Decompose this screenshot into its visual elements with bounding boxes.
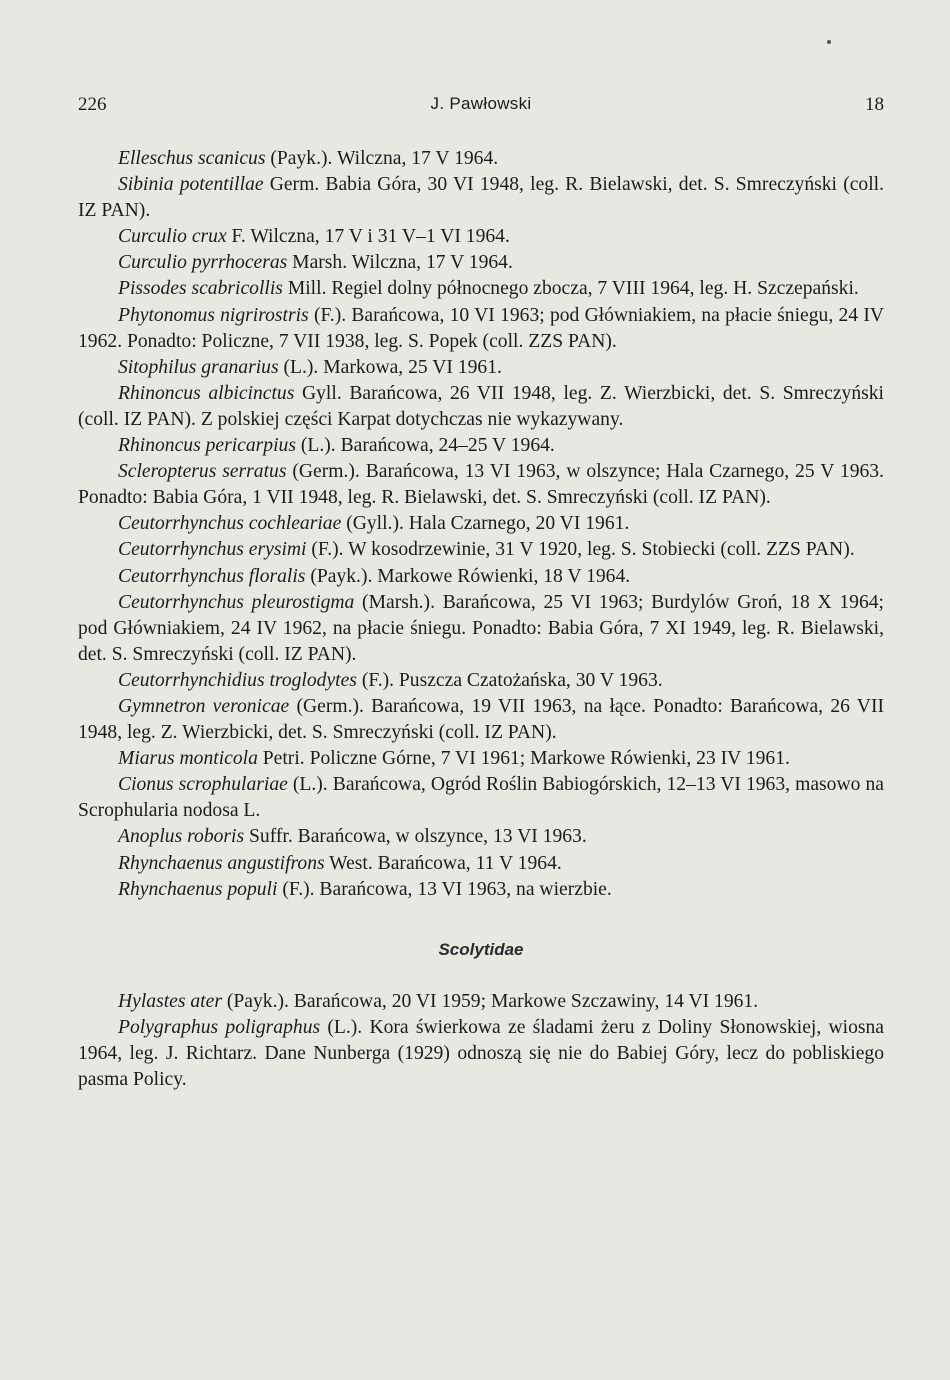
species-name: Ceutorrhynchus cochleariae: [118, 513, 342, 535]
species-name: Rhinoncus pericarpius: [118, 435, 296, 457]
species-entry: [78, 224, 884, 250]
species-name: Scleropterus serratus: [118, 461, 287, 483]
species-record: (Payk.). Barańcowa, 20 VI 1959; Markowe Szczawiny, 14 VI 1961.: [221, 990, 759, 1012]
species-record: (Marsh.). Barańcowa, 25 VI 1963; Burdylów Groń, 18 X 1964; pod Główniakiem, 24 IV 1962, na płacie śniegu. Ponadto: Babia Góra, 7 XI 1949, leg. R. Bielawski, det. S. Smreczyński (coll. IZ PAN).: [78, 591, 884, 665]
species-name: Rhynchaenus angustifrons: [118, 852, 325, 874]
species-name: Ceutorrhynchidius troglodytes: [118, 669, 357, 691]
species-entry: [78, 433, 884, 459]
species-entry: [78, 276, 884, 302]
species-record: (L.). Barańcowa, Ogród Roślin Babiogórskich, 12–13 VI 1963, masowo na Scrophularia nodosa L.: [78, 774, 884, 822]
species-entry: [78, 989, 884, 1015]
species-entry: [78, 355, 884, 381]
species-record: Gyll. Barańcowa, 26 VII 1948, leg. Z. Wierzbicki, det. S. Smreczyński (coll. IZ PAN). Z polskiej części Karpat dotychczas nie wykazywany.: [78, 382, 884, 430]
species-record: (L.). Kora świerkowa ze śladami żeru z Doliny Słonowskiej, wiosna 1964, leg. J. Richtarz. Dane Nunberga (1929) odnoszą się nie do Babiej Góry, lecz do pobliskiego pasma Policy.: [78, 1016, 884, 1091]
species-entry: [78, 668, 884, 694]
species-record: F. Wilczna, 17 V i 31 V–1 VI 1964.: [226, 226, 510, 248]
species-name: Hylastes ater: [118, 990, 222, 1012]
species-record: Mill. Regiel dolny północnego zbocza, 7 VIII 1964, leg. H. Szczepański.: [282, 278, 859, 300]
species-entry: [78, 1015, 884, 1093]
species-record: Suffr. Barańcowa, w olszynce, 13 VI 1963.: [244, 826, 587, 848]
species-record: (Gyll.). Hala Czarnego, 20 VI 1961.: [341, 513, 630, 535]
species-entry: [78, 537, 884, 563]
species-name: Curculio pyrrhoceras: [118, 252, 288, 274]
section-heading: Scolytidae: [438, 939, 524, 959]
running-author: J. Pawłowski: [430, 94, 532, 113]
species-record: (Germ.). Barańcowa, 19 VII 1963, na łące. Ponadto: Barańcowa, 26 VII 1948, leg. Z. Wierzbicki, det. S. Smreczyński (coll. IZ PAN).: [78, 695, 885, 744]
species-record: West. Barańcowa, 11 V 1964.: [324, 852, 562, 874]
species-name: Ceutorrhynchus erysimi: [118, 539, 307, 561]
species-entry: [78, 877, 884, 903]
species-entry: [78, 772, 884, 824]
species-record: (L.). Barańcowa, 24–25 V 1964.: [295, 435, 555, 457]
species-name: Anoplus roboris: [118, 826, 245, 848]
page-number: 226: [78, 94, 107, 115]
species-record: (F.). W kosodrzewinie, 31 V 1920, leg. S. Stobiecki (coll. ZZS PAN).: [306, 539, 855, 561]
species-name: Phytonomus nigrirostris: [118, 304, 309, 326]
species-entry: [78, 851, 884, 877]
species-entry: [78, 250, 884, 276]
species-entry: [78, 694, 884, 746]
species-entry: [78, 172, 884, 224]
document-body: [78, 146, 884, 1093]
species-name: Sitophilus granarius: [118, 356, 279, 378]
species-entry: [78, 511, 884, 537]
species-name: Curculio crux: [118, 226, 227, 248]
species-name: Polygraphus poligraphus: [118, 1016, 321, 1038]
species-record: (F.). Barańcowa, 13 VI 1963, na wierzbie.: [277, 878, 612, 900]
species-entry: [78, 459, 884, 511]
species-record: (F.). Barańcowa, 10 VI 1963; pod Główniakiem, na płacie śniegu, 24 IV 1962. Ponadto: Policzne, 7 VII 1938, leg. S. Popek (coll. ZZS PAN).: [78, 304, 884, 352]
species-record: Germ. Babia Góra, 30 VI 1948, leg. R. Bielawski, det. S. Smreczyński (coll. IZ PAN).: [78, 174, 884, 222]
species-record: Petri. Policzne Górne, 7 VI 1961; Markowe Rówienki, 23 IV 1961.: [257, 748, 790, 770]
species-name: Elleschus scanicus: [118, 148, 266, 169]
species-entry: [78, 146, 884, 172]
scolytidae-list: [78, 989, 884, 1093]
species-entry: [78, 381, 884, 433]
running-header: [78, 94, 884, 122]
species-name: Miarus monticola: [118, 748, 258, 770]
species-entry: [78, 303, 884, 355]
species-entry: [78, 746, 884, 772]
species-record: (Payk.). Wilczna, 17 V 1964.: [265, 148, 499, 169]
species-name: Pissodes scabricollis: [118, 278, 283, 300]
species-name: Sibinia potentillae: [118, 174, 264, 196]
issue-number: 18: [865, 94, 884, 115]
page-speck: [827, 40, 831, 44]
species-record: (F.). Puszcza Czatożańska, 30 V 1963.: [356, 669, 663, 691]
species-record: (Germ.). Barańcowa, 13 VI 1963, w olszynce; Hala Czarnego, 25 V 1963. Ponadto: Babia Góra, 1 VII 1948, leg. R. Bielawski, det. S. Smreczyński (coll. IZ PAN).: [78, 461, 884, 509]
species-record: Marsh. Wilczna, 17 V 1964.: [287, 252, 513, 274]
species-record: (Payk.). Markowe Rówienki, 18 V 1964.: [305, 565, 631, 587]
species-name: Rhinoncus albicinctus: [118, 382, 295, 404]
species-name: Ceutorrhynchus pleurostigma: [118, 591, 355, 613]
species-record: (L.). Markowa, 25 VI 1961.: [278, 356, 502, 378]
species-name: Gymnetron veronicae: [118, 695, 290, 717]
species-entry: [78, 564, 884, 590]
species-entry: [78, 824, 884, 850]
species-name: Rhynchaenus populi: [118, 878, 278, 900]
species-name: Cionus scrophulariae: [118, 774, 288, 796]
species-name: Ceutorrhynchus floralis: [118, 565, 306, 587]
species-entry: [78, 590, 884, 668]
species-list: [78, 146, 884, 903]
